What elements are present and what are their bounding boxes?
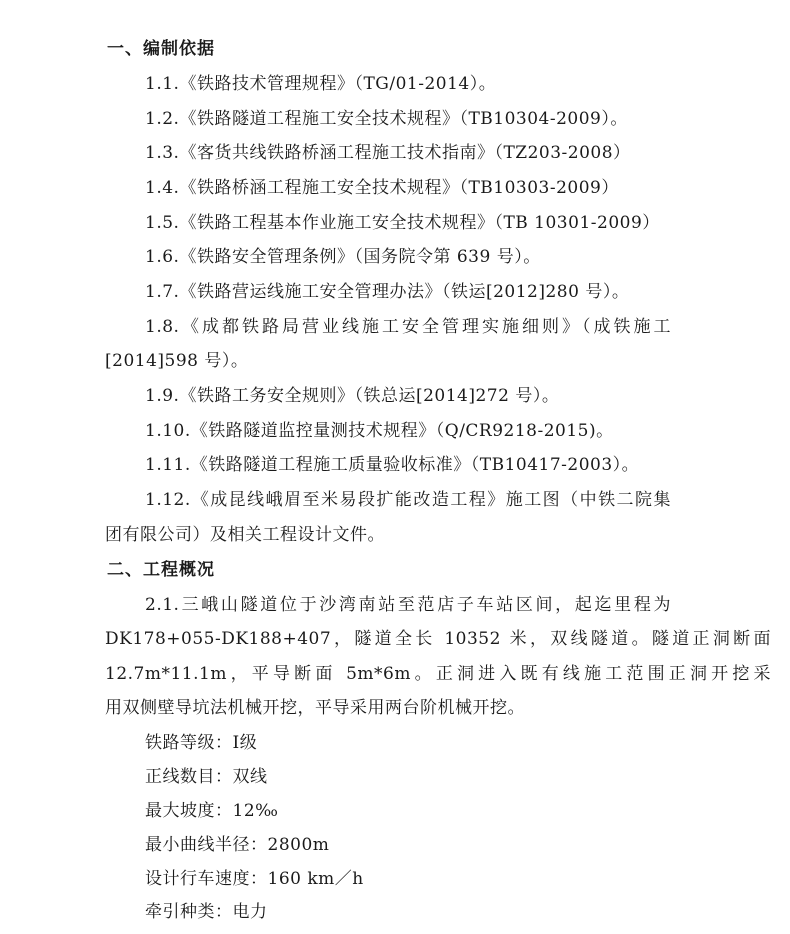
- basis-item: 1.8.《成都铁路局营业线施工安全管理实施细则》（成铁施工: [145, 317, 671, 337]
- section-heading-overview: 二、工程概况: [107, 560, 215, 580]
- basis-item: 1.11.《铁路隧道工程施工质量验收标准》（TB10417-2003）。: [145, 455, 640, 475]
- basis-item: 1.1.《铁路技术管理规程》（TG/01-2014）。: [145, 74, 497, 94]
- basis-item: 1.4.《铁路桥涵工程施工安全技术规程》（TB10303-2009）: [145, 178, 619, 198]
- basis-item-continued: 团有限公司）及相关工程设计文件。: [105, 525, 385, 545]
- basis-item: 1.6.《铁路安全管理条例》（国务院令第 639 号）。: [145, 247, 541, 267]
- spec-min-curve-radius: 最小曲线半径：2800m: [145, 835, 330, 855]
- basis-item: 1.7.《铁路营运线施工安全管理办法》（铁运[2012]280 号）。: [145, 282, 630, 302]
- overview-paragraph-line: DK178+055-DK188+407，隧道全长 10352 米，双线隧道。隧道正洞断面: [105, 629, 771, 649]
- basis-item: 1.12.《成昆线峨眉至米易段扩能改造工程》施工图（中铁二院集: [145, 490, 671, 510]
- basis-item: 1.3.《客货共线铁路桥涵工程施工技术指南》（TZ203-2008）: [145, 143, 631, 163]
- overview-paragraph-line: 2.1.三峨山隧道位于沙湾南站至范店子车站区间，起迄里程为: [145, 595, 671, 615]
- overview-paragraph-line: 12.7m*11.1m，平导断面 5m*6m。正洞进入既有线施工范围正洞开挖采: [105, 664, 771, 684]
- spec-railway-grade: 铁路等级：Ⅰ级: [145, 733, 258, 753]
- basis-item: 1.10.《铁路隧道监控量测技术规程》（Q/CR9218-2015)。: [145, 421, 614, 441]
- basis-item: 1.5.《铁路工程基本作业施工安全技术规程》（TB 10301-2009）: [145, 213, 660, 233]
- spec-main-lines: 正线数目：双线: [145, 767, 268, 787]
- spec-design-speed: 设计行车速度：160 km／h: [145, 869, 364, 889]
- spec-max-gradient: 最大坡度：12‰: [145, 801, 279, 821]
- basis-item-continued: [2014]598 号）。: [105, 351, 249, 371]
- overview-paragraph-line: 用双侧壁导坑法机械开挖，平导采用两台阶机械开挖。: [105, 698, 525, 718]
- basis-item: 1.9.《铁路工务安全规则》（铁总运[2014]272 号）。: [145, 386, 560, 406]
- section-heading-basis: 一、编制依据: [107, 39, 215, 59]
- spec-traction-type: 牵引种类：电力: [145, 902, 268, 922]
- basis-item: 1.2.《铁路隧道工程施工安全技术规程》（TB10304-2009）。: [145, 109, 628, 129]
